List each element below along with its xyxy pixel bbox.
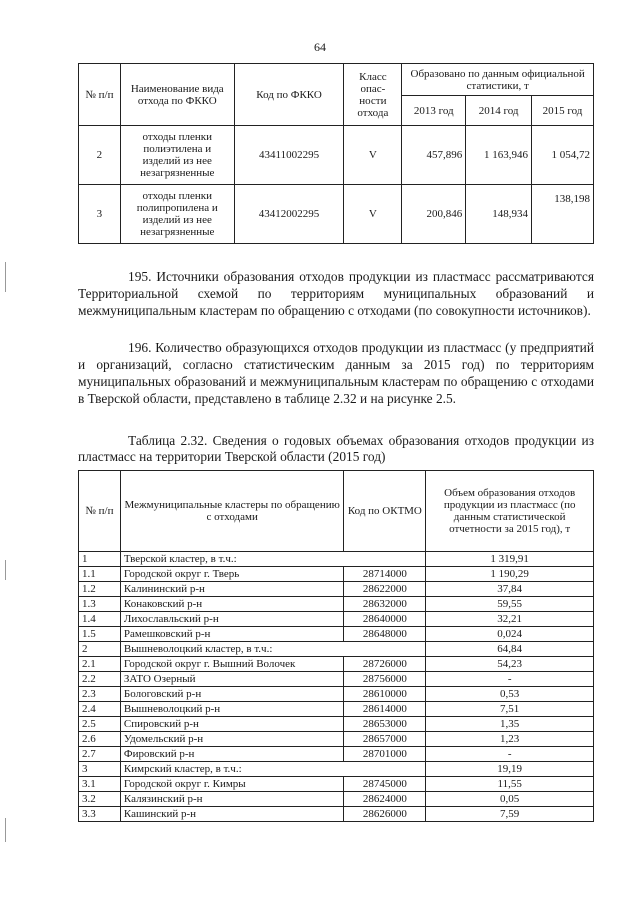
row-municipality-name: Калининский р-н [120,582,344,597]
row-municipality-name: Удомельский р-н [120,732,344,747]
row-num: 2.3 [79,687,121,702]
waste-types-table [78,63,594,244]
table-row [79,185,594,244]
row-num: 1.5 [79,627,121,642]
row-municipality-name: Городской округ г. Тверь [120,567,344,582]
table-caption [78,433,594,465]
cluster-row [79,642,594,657]
row-municipality-name: Кашинский р-н [120,807,344,822]
table-row [79,597,594,612]
row-oktmo-code: 28640000 [344,612,426,627]
row-oktmo-code: 28614000 [344,702,426,717]
row-value-2013: 200,846 [402,185,466,244]
row-oktmo-code: 28648000 [344,627,426,642]
row-municipality-name: Рамешковский р-н [120,627,344,642]
row-num: 2.5 [79,717,121,732]
row-municipality-name: Фировский р-н [120,747,344,762]
row-num: 3.3 [79,807,121,822]
row-num: 1.2 [79,582,121,597]
row-num: 2 [79,126,121,185]
header-cluster-name: Межмуниципальные кластеры по обращению с отходами [120,471,344,552]
row-num: 1 [79,552,121,567]
row-oktmo-code: 28610000 [344,687,426,702]
header-year-2014: 2014 год [466,96,532,126]
row-waste-name: отходы пленки полиэтилена и изделий из нее незагрязненные [120,126,234,185]
paragraph-196 [78,339,594,407]
header-year-2013: 2013 год [402,96,466,126]
header-hazard-class: Класс опас-ности отхода [344,64,402,126]
row-volume: 0,53 [426,687,594,702]
row-value-2014: 1 163,946 [466,126,532,185]
row-cluster-name: Вышневолоцкий кластер, в т.ч.: [120,642,425,657]
row-waste-name: отходы пленки полипропилена и изделий из нее незагрязненные [120,185,234,244]
row-oktmo-code: 28624000 [344,792,426,807]
row-cluster-name: Тверской кластер, в т.ч.: [120,552,425,567]
header-waste-name: Наименование вида отхода по ФККО [120,64,234,126]
row-num: 3.2 [79,792,121,807]
row-municipality-name: Калязинский р-н [120,792,344,807]
row-volume: 32,21 [426,612,594,627]
row-num: 2.7 [79,747,121,762]
table-row [79,657,594,672]
row-fkko-code: 43411002295 [234,126,344,185]
table-caption-text: Таблица 2.32. Сведения о годовых объемах образования отходов продукции из пластмасс на территории Тверской области (2015 год) [78,433,594,464]
row-volume: 11,55 [426,777,594,792]
row-value-2015: 138,198 [532,185,594,244]
row-oktmo-code: 28657000 [344,732,426,747]
row-volume: - [426,672,594,687]
row-volume: 0,024 [426,627,594,642]
header-volume: Объем образования отходов продукции из пластмасс (по данным статистической отчетности за 2015 год), т [426,471,594,552]
row-municipality-name: ЗАТО Озерный [120,672,344,687]
row-value-2014: 148,934 [466,185,532,244]
table-row [79,747,594,762]
row-municipality-name: Бологовский р-н [120,687,344,702]
row-municipality-name: Спировский р-н [120,717,344,732]
table-row [79,777,594,792]
row-num: 2.1 [79,657,121,672]
row-num: 3 [79,185,121,244]
cluster-row [79,552,594,567]
table-row [79,807,594,822]
row-oktmo-code: 28632000 [344,597,426,612]
row-volume: 59,55 [426,597,594,612]
row-volume: 1 319,91 [426,552,594,567]
row-value-2013: 457,896 [402,126,466,185]
cluster-row [79,762,594,777]
header-oktmo-code: Код по ОКТМО [344,471,426,552]
row-oktmo-code: 28622000 [344,582,426,597]
header-fkko-code: Код по ФККО [234,64,344,126]
table-row [79,792,594,807]
row-num: 3.1 [79,777,121,792]
table-row [79,612,594,627]
row-municipality-name: Городской округ г. Вышний Волочек [120,657,344,672]
row-num: 1.4 [79,612,121,627]
paragraph-195 [78,268,594,319]
row-oktmo-code: 28701000 [344,747,426,762]
row-hazard-class: V [344,185,402,244]
row-volume: 7,51 [426,702,594,717]
margin-mark [5,818,6,842]
row-num: 2.2 [79,672,121,687]
row-num: 1.1 [79,567,121,582]
paragraph-195-text: 195. Источники образования отходов продукции из пластмасс рассматриваются Территориальной схемой по территориям муниципальных образований и межмуниципальным кластерам по обращению с отходами (по совокупности источников). [78,269,594,318]
row-cluster-name: Кимрский кластер, в т.ч.: [120,762,425,777]
row-municipality-name: Городской округ г. Кимры [120,777,344,792]
row-volume: 19,19 [426,762,594,777]
row-num: 2.6 [79,732,121,747]
row-volume: 0,05 [426,792,594,807]
table-row [79,702,594,717]
table-row [79,687,594,702]
row-oktmo-code: 28714000 [344,567,426,582]
row-volume: 54,23 [426,657,594,672]
row-num: 3 [79,762,121,777]
row-municipality-name: Вышневолоцкий р-н [120,702,344,717]
row-num: 1.3 [79,597,121,612]
header-official-stats: Образовано по данным официальной статистики, т [402,64,594,96]
row-oktmo-code: 28726000 [344,657,426,672]
row-volume: 37,84 [426,582,594,597]
row-municipality-name: Лихославльский р-н [120,612,344,627]
table-row [79,717,594,732]
table-row [79,732,594,747]
row-volume: - [426,747,594,762]
row-num: 2.4 [79,702,121,717]
row-oktmo-code: 28653000 [344,717,426,732]
margin-mark [5,560,6,580]
table-row [79,672,594,687]
row-hazard-class: V [344,126,402,185]
margin-mark [5,262,6,292]
row-municipality-name: Конаковский р-н [120,597,344,612]
plastic-waste-table [78,470,594,822]
row-volume: 7,59 [426,807,594,822]
row-value-2015: 1 054,72 [532,126,594,185]
row-volume: 1,23 [426,732,594,747]
row-oktmo-code: 28745000 [344,777,426,792]
table-row [79,627,594,642]
row-oktmo-code: 28626000 [344,807,426,822]
header-num: № п/п [79,471,121,552]
page-number: 64 [314,40,326,54]
row-fkko-code: 43412002295 [234,185,344,244]
table-row [79,567,594,582]
row-volume: 64,84 [426,642,594,657]
row-num: 2 [79,642,121,657]
row-oktmo-code: 28756000 [344,672,426,687]
row-volume: 1,35 [426,717,594,732]
header-year-2015: 2015 год [532,96,594,126]
row-volume: 1 190,29 [426,567,594,582]
table-row [79,126,594,185]
paragraph-196-text: 196. Количество образующихся отходов продукции из пластмасс (у предприятий и организаций, согласно статистическим данным за 2015 год) по территориям муниципальных образований и межмуниципальным кластерам по обращению с отходами в Тверской области, представлено в таблице 2.32 и на рисунке 2.5. [78,340,594,406]
table-row [79,582,594,597]
header-num: № п/п [79,64,121,126]
